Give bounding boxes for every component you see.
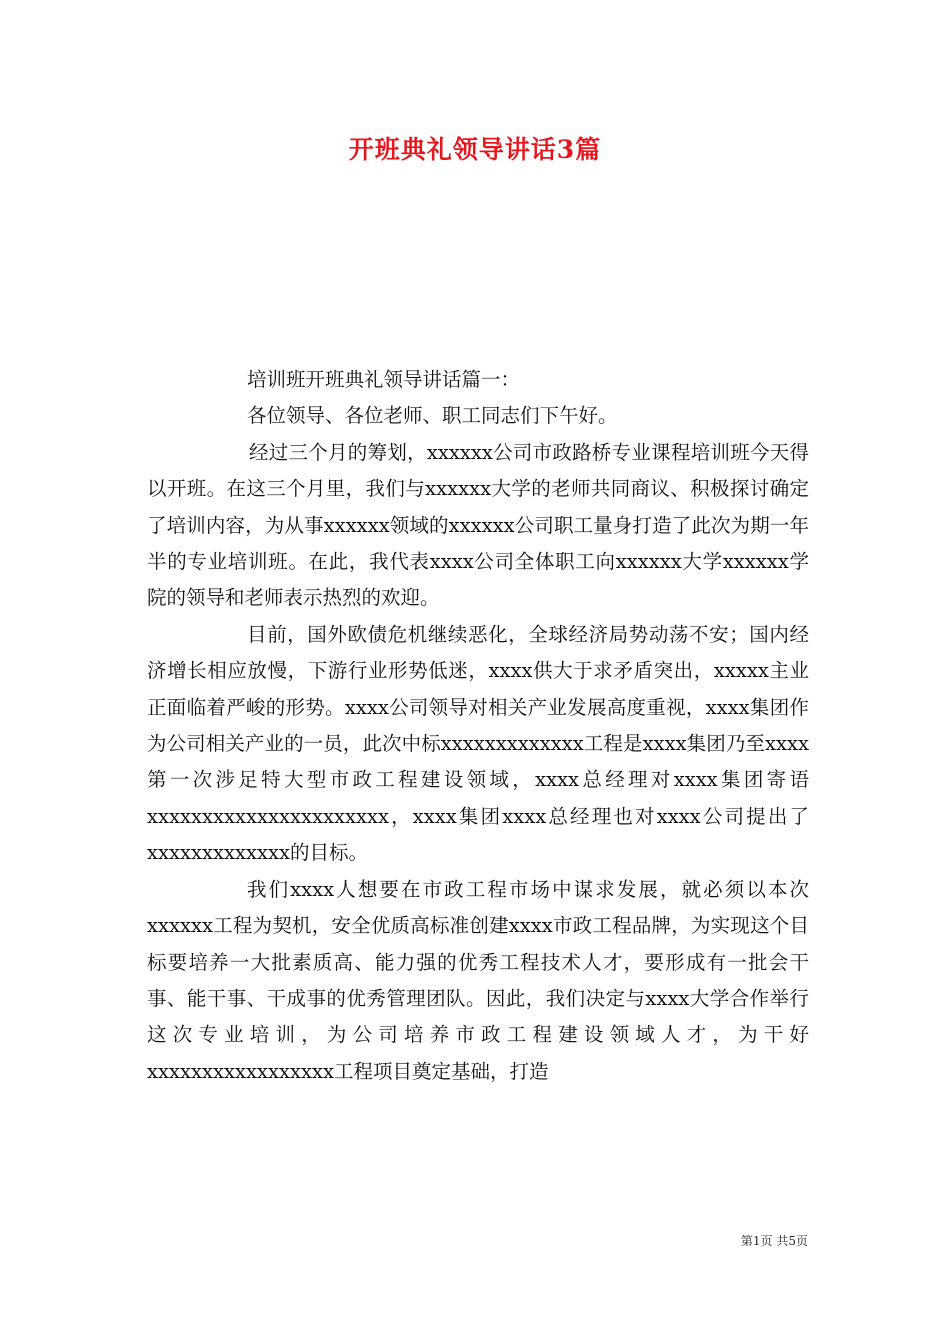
paragraph-goal: 我们xxxx人想要在市政工程市场中谋求发展，就必须以本次xxxxxx工程为契机，安全优质高标准创建xxxx市政工程品牌，为实现这个目标要培养一大批素质高、能力强的优秀工程技术人才，要形成有一批会干事、能干事、干成事的优秀管理团队。因此，我们决定与xxxx大学合作举行这次专业培训，为公司培养市政工程建设领域人才，为干好xxxxxxxxxxxxxxxxx工程项目奠定基础，打造 bbox=[147, 877, 809, 1083]
paragraph-intro: 经过三个月的筹划，xxxxxx公司市政路桥专业课程培训班今天得以开班。在这三个月里，我们与xxxxxx大学的老师共同商议、积极探讨确定了培训内容，为从事xxxxxx领域的xxxxxx公司职工量身打造了此次为期一年半的专业培训班。在此，我代表xxxx公司全体职工向xxxxxx大学xxxxxx学院的领导和老师表示热烈的欢迎。 bbox=[147, 440, 809, 610]
paragraph-section-heading: 培训班开班典礼领导讲话篇一： bbox=[247, 368, 521, 391]
paragraph-greeting: 各位领导、各位老师、职工同志们下午好。 bbox=[247, 404, 618, 428]
paragraph-situation: 目前，国外欧债危机继续恶化，全球经济局势动荡不安；国内经济增长相应放慢，下游行业形势低迷，xxxx供大于求矛盾突出，xxxxx主业正面临着严峻的形势。xxxx公司领导对相关产业发展高度重视，xxxx集团作为公司相关产业的一员，此次中标xxxxxxxxxxxxx工程是xxxx集团乃至xxxx第一次涉足特大型市政工程建设领域，xxxx总经理对xxxx集团寄语xxxxxxxxxxxxxxxxxxxxxx，xxxx集团xxxx总经理也对xxxx公司提出了xxxxxxxxxxxxx的目标。 bbox=[147, 622, 809, 865]
document-title: 开班典礼领导讲话3篇 bbox=[348, 135, 602, 164]
page-number-footer: 第1页 共5页 bbox=[740, 1234, 808, 1248]
document-body bbox=[147, 362, 809, 1090]
